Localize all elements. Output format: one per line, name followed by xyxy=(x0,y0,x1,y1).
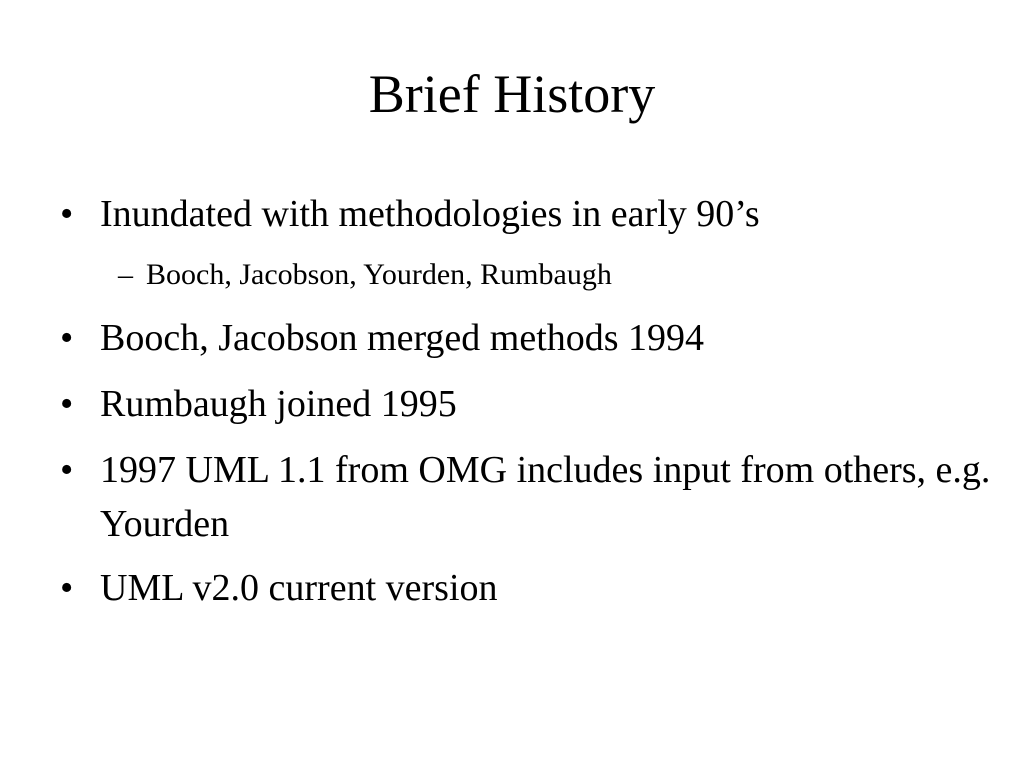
bullet-dot-icon: • xyxy=(60,193,74,235)
bullet-dot-icon: • xyxy=(60,383,74,425)
bullet-item xyxy=(0,187,1024,241)
slide-title: Brief History xyxy=(368,64,656,124)
bullet-item xyxy=(0,561,1024,615)
bullet-text: UML v2.0 current version xyxy=(100,567,498,609)
bullet-item xyxy=(0,311,1024,365)
bullet-text: Rumbaugh joined 1995 xyxy=(100,383,457,425)
sub-bullet-text: Booch, Jacobson, Yourden, Rumbaugh xyxy=(146,258,612,291)
bullet-text: Inundated with methodologies in early 90’s xyxy=(100,193,760,235)
bullet-text: 1997 UML 1.1 from OMG includes input from others, e.g. Yourden xyxy=(100,449,991,545)
bullet-dot-icon: • xyxy=(60,449,74,491)
bullet-dot-icon: • xyxy=(60,317,74,359)
sub-bullet-item xyxy=(0,255,1024,295)
bullet-item xyxy=(0,443,1024,551)
bullet-dot-icon: • xyxy=(60,567,74,609)
dash-icon: – xyxy=(118,258,133,291)
bullet-text: Booch, Jacobson merged methods 1994 xyxy=(100,317,705,359)
bullet-item xyxy=(0,377,1024,431)
